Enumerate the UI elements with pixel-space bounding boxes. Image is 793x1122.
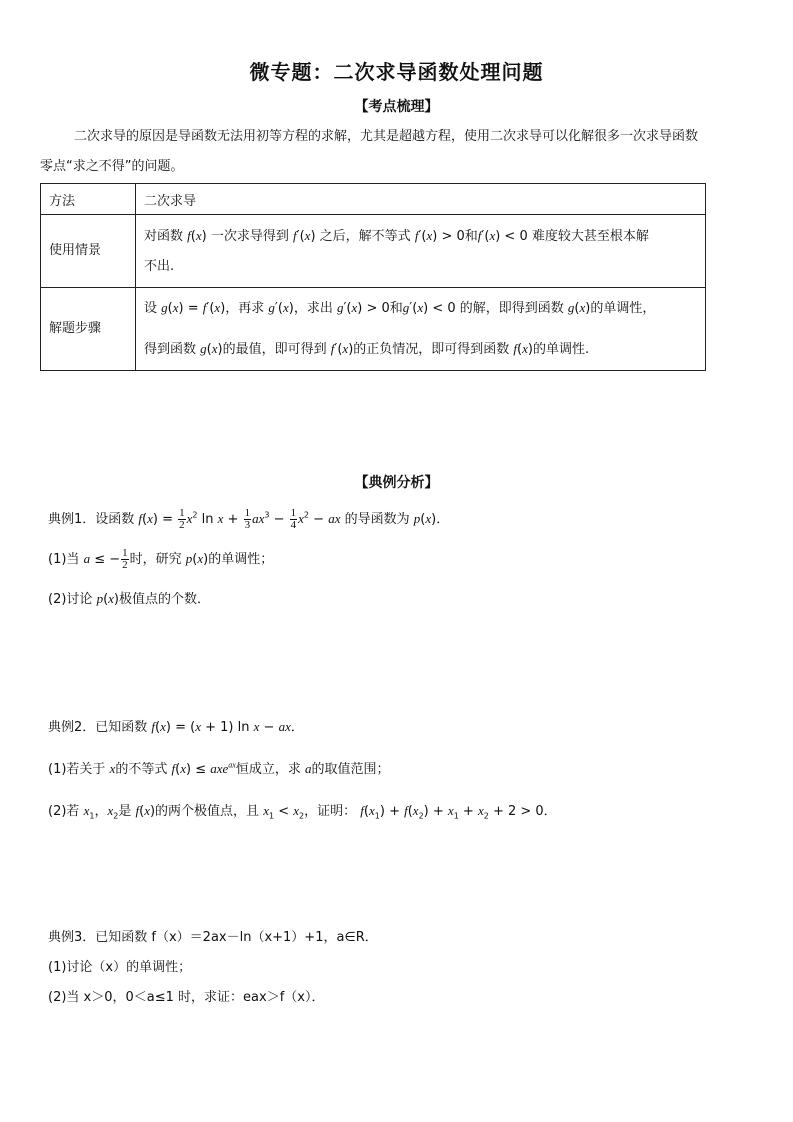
text: 的最值，即可得到 — [222, 342, 327, 357]
example-2-question-2: (2)若 $x_1$，$x_2$是 f(x)的两个极值点，且 $x_1 < x_2$，证明： $f(x_1) + f(x_2) + x_1 + x_2 + 2 > 0$． — [48, 803, 557, 821]
text: 的不等式 — [115, 762, 168, 777]
text: 之后，解不等式 — [319, 228, 411, 244]
text: ，求出 — [293, 301, 333, 316]
text: 设 — [144, 301, 158, 316]
table-cell: 使用情景 — [41, 215, 136, 288]
example-2-question-1: (1)若关于 x的不等式 f(x) ≤ axe$^{ax}$恒成立，求 a的取值范围； — [48, 760, 390, 777]
page-title: 微专题：二次求导函数处理问题 — [249, 60, 544, 84]
text: 对函数 — [144, 228, 184, 244]
text: 和 — [464, 228, 478, 244]
table-row — [41, 215, 706, 288]
text: (2)讨论 — [48, 592, 93, 607]
method-table — [40, 183, 706, 371]
text: ，再求 — [225, 301, 265, 316]
intro-line-1: 二次求导的原因是导函数无法用初等方程的求解，尤其是超越方程，使用二次求导可以化解很多一次求导函数 — [74, 129, 699, 144]
text: 极值点的个数． — [119, 592, 211, 607]
table-row — [41, 184, 706, 215]
text: 典例2．已知函数 — [48, 720, 148, 735]
text: 的解，即得到函数 — [459, 301, 564, 316]
example-1-question-2: (2)讨论 p(x)极值点的个数． — [48, 591, 211, 607]
text: (2)若 — [48, 804, 80, 819]
text: (1)若关于 — [48, 762, 106, 777]
text: 的单调性， — [590, 301, 656, 316]
text: 的单调性. — [532, 342, 590, 357]
example-1-question-1: (1)当 a ≤ − $\frac{1}{2}$ 时，研究 p(x)的单调性； — [48, 547, 274, 571]
text: 难度较大甚至根本解 — [531, 228, 649, 244]
section-heading-points: 【考点梳理】 — [354, 99, 439, 115]
example-3-question-1: (1)讨论（x）的单调性； — [48, 960, 192, 975]
text: 时，研究 — [129, 552, 182, 567]
text: 得到函数 — [144, 342, 197, 357]
formula: f — [187, 227, 191, 243]
example-1-statement: 典例1．设函数 f(x) = $\frac{1}{2}$ $x^2$ ln x + $\frac{1}{3}$ $ax^3$ − $\frac{1}{4}$ $x^2$ − ax 的导函数为 p(x)． — [48, 507, 450, 531]
text: 一次求导得到 — [210, 228, 289, 244]
table-cell: 方法 — [41, 184, 136, 215]
table-cell: 设 g(x) = f′(x)，再求 g′(x)，求出 g′(x) > 0和g′(x) < 0 的解，即得到函数 g(x)的单调性， 得到函数 g(x)的最值，即可得到 f′(x)的正负情况，即可得到函数 f(x)的单调性. — [136, 288, 706, 371]
intro-paragraph — [40, 122, 750, 182]
text: 是 — [118, 804, 132, 819]
example-2-statement: 典例2．已知函数 f(x) = (x + 1) ln x − ax． — [48, 719, 304, 735]
text: 恒成立，求 — [235, 762, 301, 777]
formula: f — [293, 227, 297, 243]
text: 的取值范围； — [311, 762, 390, 777]
table-cell: 解题步骤 — [41, 288, 136, 371]
section-heading-examples: 【典例分析】 — [354, 475, 439, 491]
text: 典例1．设函数 — [48, 512, 135, 527]
intro-line-2: 零点“求之不得”的问题。 — [40, 159, 184, 174]
text: 的单调性； — [208, 552, 274, 567]
table-row — [41, 288, 706, 371]
table-cell: 二次求导 — [136, 184, 706, 215]
text: ，证明： — [304, 804, 357, 819]
text: 不出. — [144, 258, 175, 274]
text: 和 — [389, 301, 403, 316]
table-cell: 对函数 f(x) 一次求导得到 f′(x) 之后，解不等式 f′(x) > 0和f′(x) < 0 难度较大甚至根本解 不出. — [136, 215, 706, 288]
text: (1)当 — [48, 552, 80, 567]
text: 的正负情况，即可得到函数 — [353, 342, 510, 357]
example-3-question-2: (2)当 x＞0，0＜a≤1 时，求证：eax＞f（x）． — [48, 990, 325, 1005]
text: 的导函数为 — [344, 512, 410, 527]
example-3-statement: 典例3．已知函数 f（x）＝2ax－ln（x+1）+1，a∈R． — [48, 930, 378, 945]
text: 的两个极值点，且 — [155, 804, 260, 819]
